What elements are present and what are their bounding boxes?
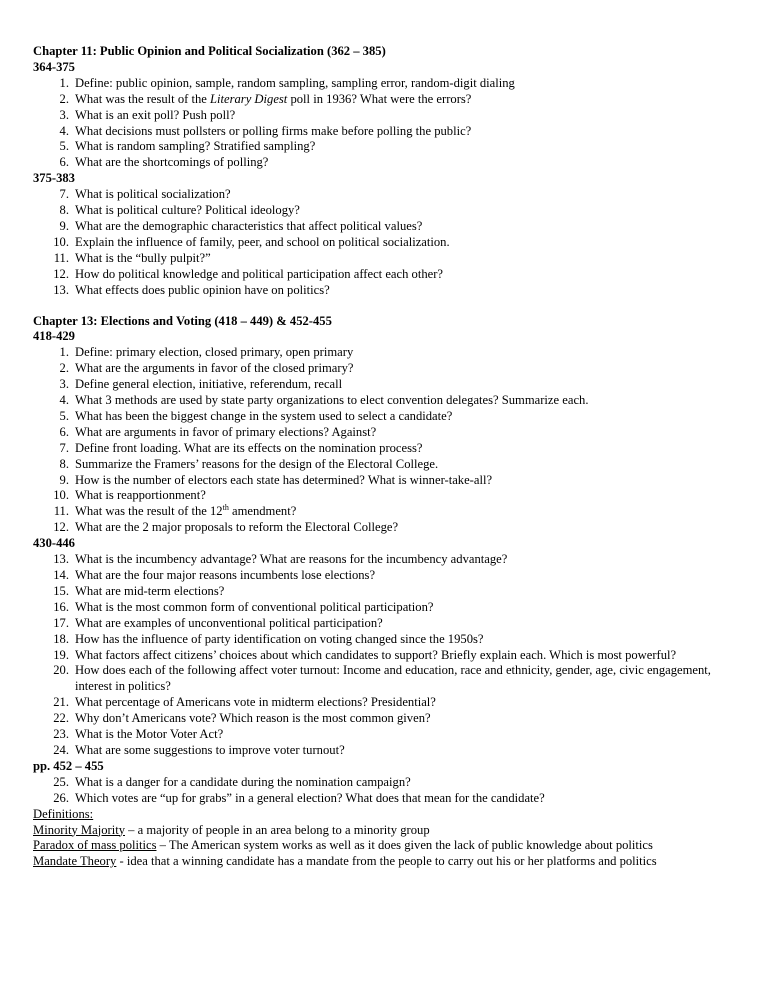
question-item [33,283,733,299]
question-number: 7. [59,187,69,202]
question-item [33,711,733,727]
question-number: 9. [59,472,69,487]
question-number: 19. [53,647,69,662]
question-text: What is the incumbency advantage? What are reasons for the incumbency advantage? [75,552,508,567]
question-item [33,267,733,283]
question-list [33,552,733,759]
question-text [75,504,733,520]
question-text: What factors affect citizens’ choices about which candidates to support? Briefly explain each. Which is most powerful? [75,647,677,662]
question-text-part: amendment? [228,504,297,519]
definition-term: Mandate Theory [33,854,117,869]
question-text: What are arguments in favor of primary elections? Against? [75,424,377,439]
question-item [33,457,733,473]
question-item [33,632,733,648]
question-item [33,203,733,219]
chapter-11 [33,44,733,299]
question-item [33,663,733,695]
question-list [33,187,733,298]
definition-text: - idea that a winning candidate has a mandate from the people to carry out his or her platforms and politics [116,854,657,869]
question-number: 9. [59,218,69,233]
question-item [33,108,733,124]
question-text: What are the four major reasons incumbents lose elections? [75,568,376,582]
question-text: What are the shortcomings of polling? [75,155,269,170]
question-text: How does each of the following affect voter turnout: Income and education, race and ethnicity, gender, age, civic engagement, interest in politics? [75,663,711,694]
question-text: How has the influence of party identification on voting changed since the 1950s? [75,631,484,646]
definitions-title: Definitions: [33,806,94,821]
question-item [33,727,733,743]
definitions-list [33,823,733,871]
question-text: What is an exit poll? Push poll? [75,107,236,122]
question-number: 26. [53,790,69,805]
question-number: 13. [53,282,69,297]
question-text: How is the number of electors each state has determined? What is winner-take-all? [75,472,493,487]
spacer [33,299,733,314]
question-item [33,76,733,92]
question-number: 15. [53,583,69,598]
question-number: 10. [53,234,69,249]
question-text: How do political knowledge and political participation affect each other? [75,266,443,281]
question-number: 1. [59,75,69,90]
question-text: What are the 2 major proposals to reform the Electoral College? [75,520,399,535]
question-text: Why don’t Americans vote? Which reason is the most common given? [75,711,431,726]
question-item [33,155,733,171]
question-text: Explain the influence of family, peer, and school on political socialization. [75,234,450,249]
question-text: What is political culture? Political ideology? [75,203,300,218]
question-text: What is the most common form of conventional political participation? [75,599,434,614]
question-number: 11. [53,250,69,265]
question-number: 13. [53,552,69,567]
question-item [33,504,733,520]
question-text: What percentage of Americans vote in midterm elections? Presidential? [75,695,436,710]
question-text-part: What was the result of the 12 [75,504,223,519]
question-item [33,473,733,489]
question-text: What is the Motor Voter Act? [75,727,224,742]
question-item [33,791,733,807]
question-item [33,600,733,616]
question-item [33,361,733,377]
question-item [33,775,733,791]
question-text: What are some suggestions to improve voter turnout? [75,742,345,757]
question-item [33,520,733,536]
question-number: 3. [59,377,69,392]
question-number: 24. [53,742,69,757]
definition-term: Minority Majority [33,822,125,837]
question-text: Which votes are “up for grabs” in a general election? What does that mean for the candidate? [75,790,545,805]
question-text: What are the demographic characteristics that affect political values? [75,218,423,233]
question-item [33,377,733,393]
question-number: 11. [53,504,69,519]
question-item [33,552,733,568]
question-number: 6. [59,424,69,439]
chapter-13-title: Chapter 13: Elections and Voting (418 – 449) & 452-455 [33,313,332,328]
question-text: What is reapportionment? [75,488,206,503]
question-item [33,219,733,235]
question-number: 17. [53,615,69,630]
section-page-range: 375-383 [33,171,75,186]
question-number: 4. [59,393,69,408]
question-number: 8. [59,456,69,471]
question-text: What are the arguments in favor of the closed primary? [75,361,354,376]
question-number: 21. [53,695,69,710]
chapter-13-sections [33,329,733,806]
chapter-13 [33,314,733,807]
question-number: 1. [59,345,69,360]
question-number: 25. [53,774,69,789]
question-text-part: poll in 1936? What were the errors? [287,91,472,106]
question-item [33,648,733,664]
question-number: 23. [53,727,69,742]
question-text: What 3 methods are used by state party organizations to elect convention delegates? Summarize each. [75,393,589,408]
question-text [75,92,733,108]
question-number: 10. [53,488,69,503]
definition-item [33,838,733,854]
question-number: 3. [59,107,69,122]
question-text: What has been the biggest change in the system used to select a candidate? [75,408,453,423]
question-list [33,345,733,536]
section-page-range: 430-446 [33,536,75,551]
question-text: Summarize the Framers’ reasons for the design of the Electoral College. [75,456,439,471]
section-page-range: 364-375 [33,59,75,74]
question-item [33,187,733,203]
question-item [33,251,733,267]
question-number: 16. [53,599,69,614]
definitions [33,807,733,871]
question-text: Define general election, initiative, referendum, recall [75,377,343,392]
question-text: Define: primary election, closed primary, open primary [75,345,354,360]
question-number: 4. [59,123,69,138]
question-number: 6. [59,155,69,170]
question-item [33,425,733,441]
question-number: 12. [53,266,69,281]
question-item [33,584,733,600]
question-number: 5. [59,139,69,154]
question-item [33,345,733,361]
question-text: What decisions must pollsters or polling firms make before polling the public? [75,123,472,138]
question-number: 18. [53,631,69,646]
question-list [33,775,733,807]
question-item [33,695,733,711]
question-item [33,743,733,759]
question-number: 2. [59,91,69,106]
question-item [33,616,733,632]
question-number: 2. [59,361,69,376]
chapter-11-sections [33,60,733,299]
question-text: What is political socialization? [75,187,231,202]
question-number: 8. [59,203,69,218]
book-title: Literary Digest [210,91,288,106]
question-number: 14. [53,568,69,582]
question-number: 7. [59,440,69,455]
question-text-part: What was the result of the [75,91,210,106]
question-text: What effects does public opinion have on politics? [75,282,330,297]
question-number: 22. [53,711,69,726]
question-item [33,235,733,251]
definition-text: – The American system works as well as it does given the lack of public knowledge about politics [156,838,653,853]
definition-item [33,854,733,870]
question-list [33,76,733,171]
question-item [33,488,733,504]
question-text: What are mid-term elections? [75,583,225,598]
question-text: What is random sampling? Stratified sampling? [75,139,316,154]
definition-text: – a majority of people in an area belong to a minority group [125,822,430,837]
section-page-range: pp. 452 – 455 [33,758,104,773]
question-item [33,568,733,584]
question-item [33,409,733,425]
question-number: 20. [53,663,69,678]
definition-item [33,823,733,839]
question-text: What are examples of unconventional political participation? [75,615,383,630]
question-text: Define: public opinion, sample, random sampling, sampling error, random-digit dialing [75,75,515,90]
superscript: th [222,503,229,513]
question-item [33,441,733,457]
question-item [33,124,733,140]
question-number: 5. [59,408,69,423]
question-text: What is a danger for a candidate during the nomination campaign? [75,774,411,789]
question-text: Define front loading. What are its effects on the nomination process? [75,440,423,455]
definition-term: Paradox of mass politics [33,838,157,853]
question-text: What is the “bully pulpit?” [75,250,211,265]
question-number: 12. [53,520,69,535]
question-item [33,139,733,155]
section-page-range: 418-429 [33,329,75,344]
question-item [33,393,733,409]
question-item [33,92,733,108]
chapter-11-title: Chapter 11: Public Opinion and Political Socialization (362 – 385) [33,44,386,58]
